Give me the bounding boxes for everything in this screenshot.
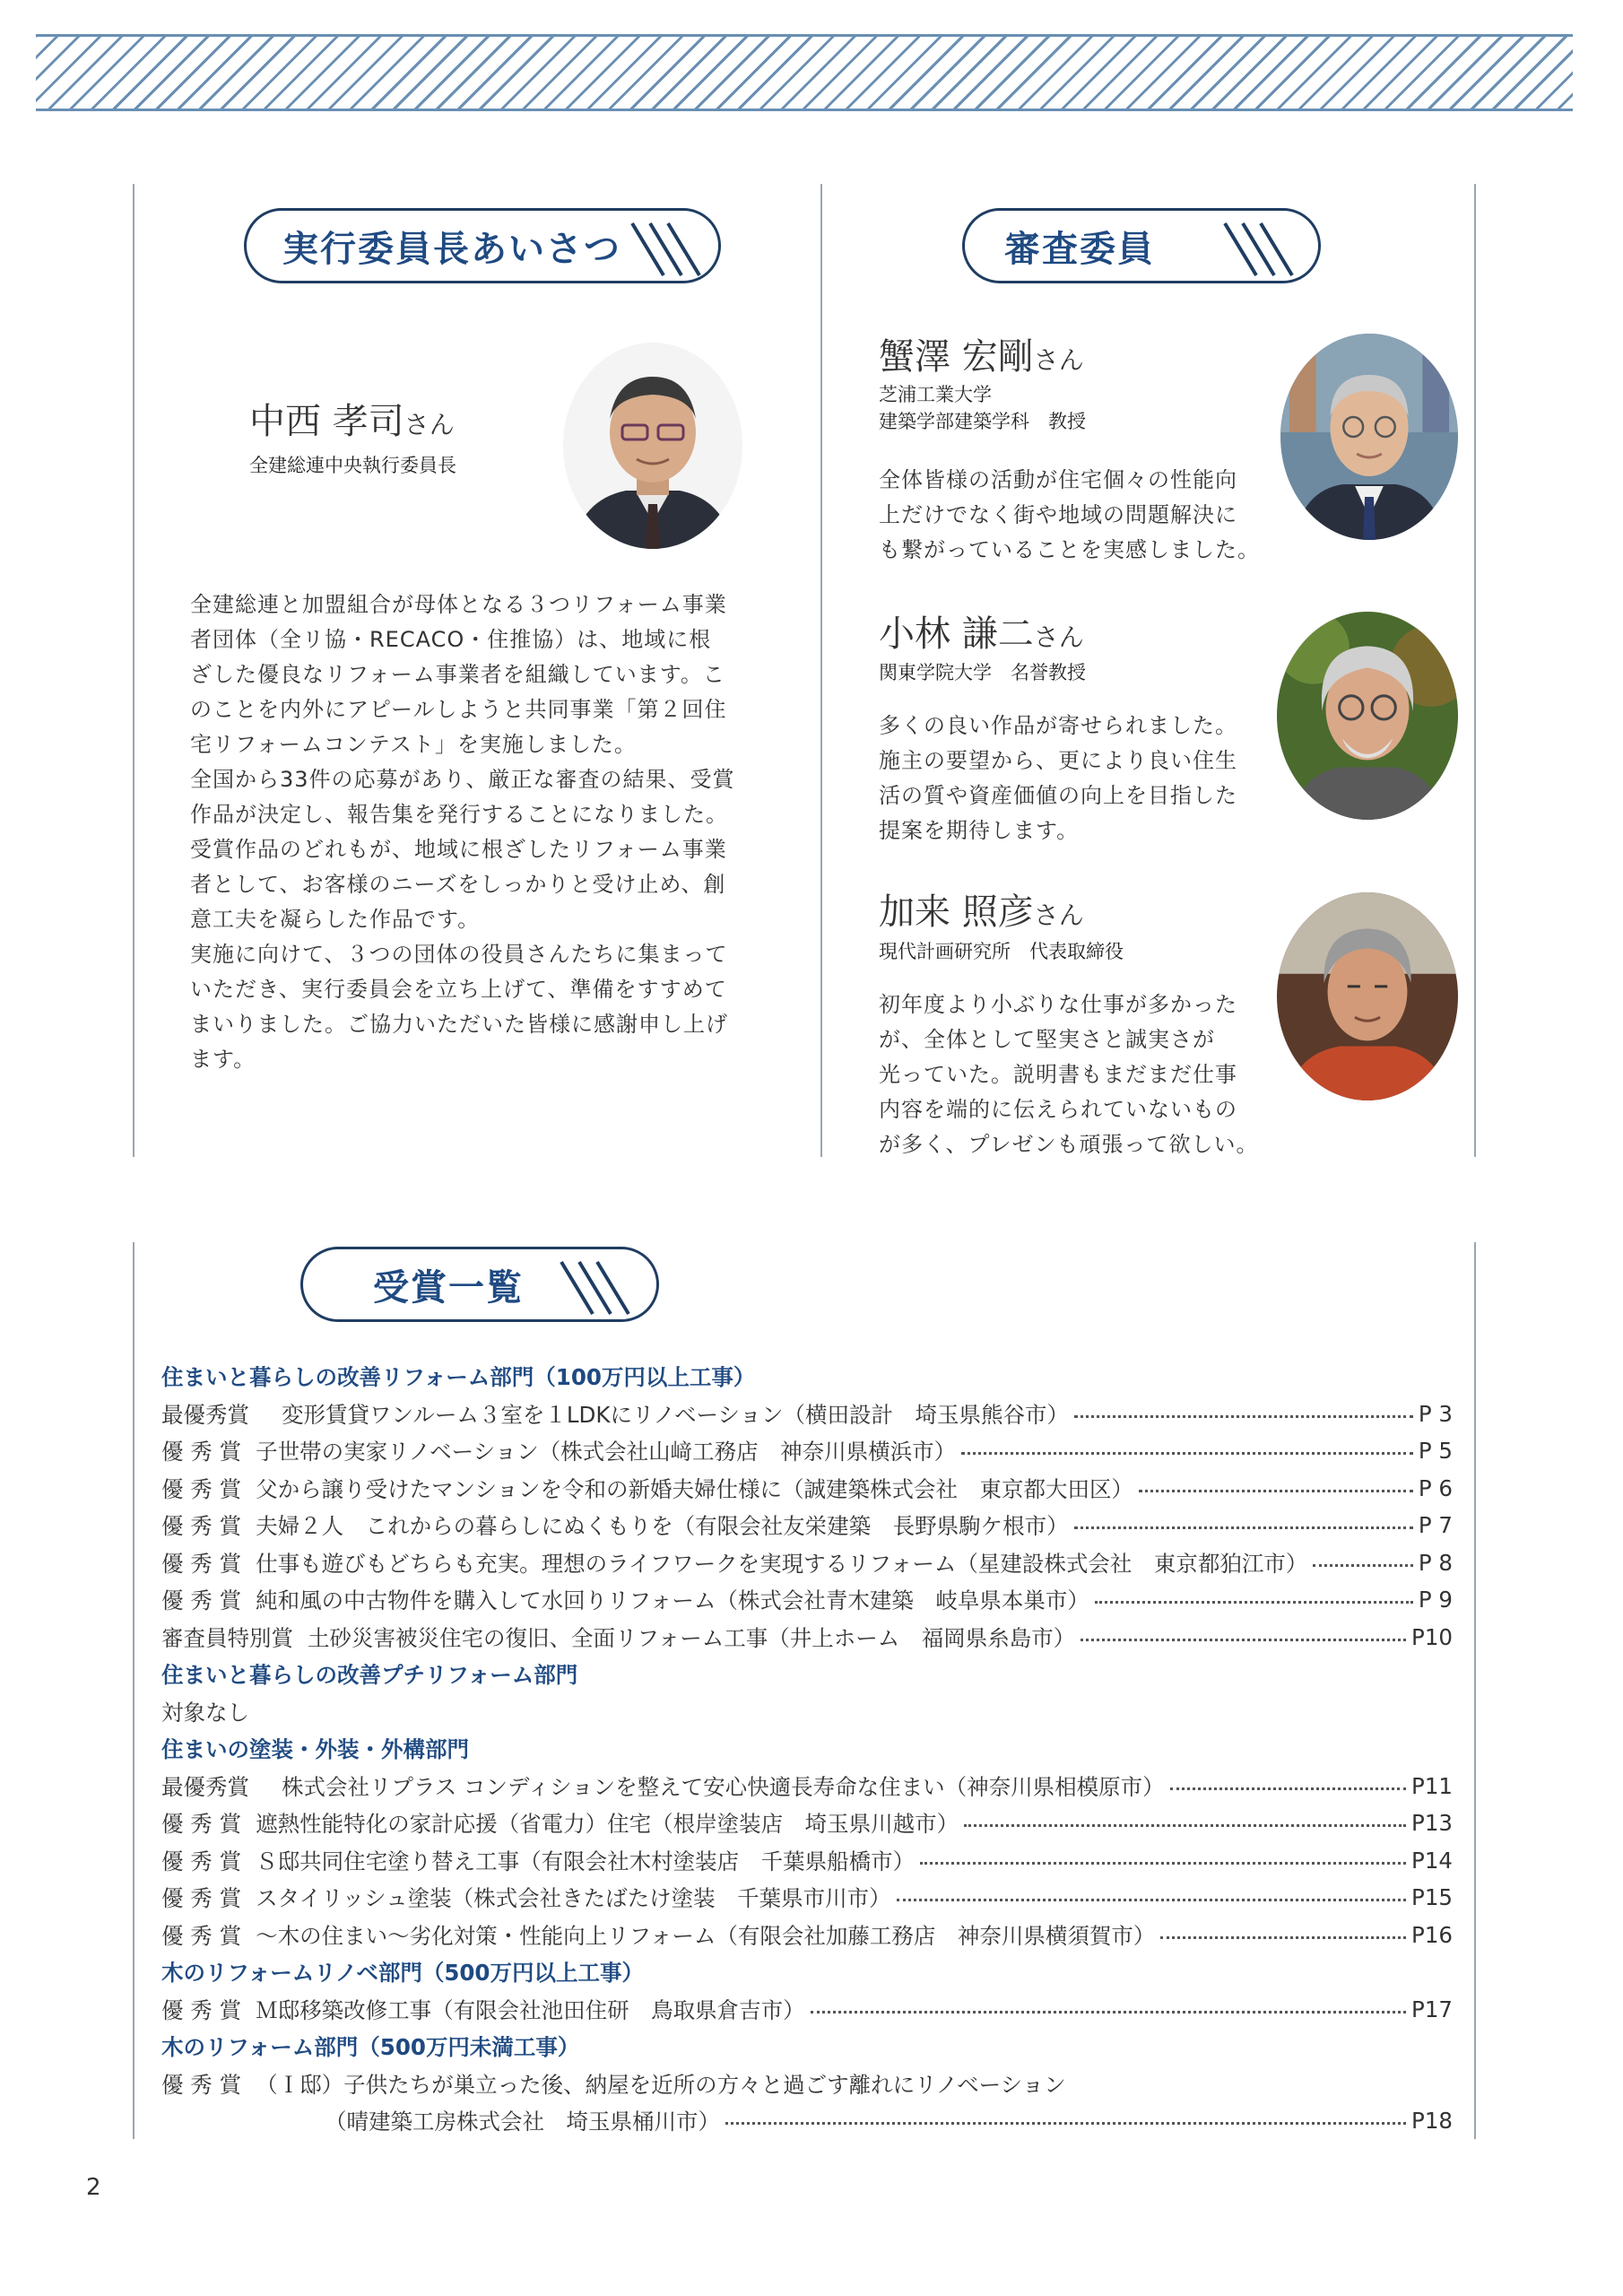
award-category [161,1358,1453,1396]
dot-leader [897,1899,1406,1901]
award-row [161,1842,1453,1880]
judge-name: 加来 照彦さん [879,891,1084,933]
award-category-label: 木のリフォームリノベ部門（500万円以上工事） [161,1960,644,1987]
judge-photo [1277,612,1458,820]
award-page-ref: P 8 [1418,1549,1453,1576]
slash-decoration-icon [1216,204,1315,293]
dot-leader [811,2011,1406,2013]
award-row [161,1619,1453,1657]
award-grade: 審査員特別賞 [161,1624,293,1651]
judge-comment: 全体皆様の活動が住宅個々の性能向 上だけでなく街や地域の問題解決に も繋がっていることを実感しました。 [879,467,1260,562]
judge-photo [1280,334,1458,540]
award-category [161,1656,1453,1693]
award-page-ref: P 6 [1418,1474,1453,1501]
award-category-label: 住まいの塗装・外装・外構部門 [161,1736,469,1763]
award-grade: 優 秀 賞 [161,1922,242,1949]
judge-affiliation: 関東学院大学 名誉教授 [879,662,1086,683]
award-page-ref: P 9 [1418,1587,1453,1613]
award-page-ref: P18 [1411,2108,1453,2135]
award-category [161,1730,1453,1768]
award-grade: 優 秀 賞 [161,1811,242,1838]
award-page-ref: P14 [1411,1847,1453,1874]
award-title: 株式会社リプラス コンディションを整えて安心快適長寿命な住まい（神奈川県相模原市） [282,1773,1165,1800]
award-page-ref: P10 [1411,1623,1453,1650]
judges-heading: 審査委員 [1004,228,1155,270]
award-grade: 優 秀 賞 [161,1475,242,1502]
award-title: 夫婦２人 これからの暮らしにぬくもりを（有限会社友栄建築 長野県駒ケ根市） [256,1513,1069,1540]
award-title: 土砂災害被災住宅の復旧、全面リフォーム工事（井上ホーム 福岡県糸島市） [308,1624,1076,1651]
dot-leader [1081,1639,1406,1641]
greeting-heading-pill [244,208,721,283]
greeting-line: のことを内外にアピールしようと共同事業「第２回住 [190,697,727,722]
award-grade: 優 秀 賞 [161,2071,242,2098]
greeting-line: 意工夫を凝らした作品です。 [190,907,481,932]
award-row [161,1544,1453,1582]
awards-list [161,1358,1453,2140]
award-title: ～木の住まい～劣化対策・性能向上リフォーム（有限会社加藤工務店 神奈川県横須賀市） [256,1922,1156,1949]
slash-decoration-icon [623,204,722,293]
award-category-label: 住まいと暮らしの改善プチリフォーム部門 [161,1662,578,1689]
award-row [161,1879,1453,1917]
award-category-label: 木のリフォーム部門（500万円未満工事） [161,2034,580,2061]
greeting-line: まいりました。ご協力いただいた皆様に感謝申し上げ [190,1012,728,1037]
dot-leader [1160,1936,1406,1939]
greeting-title: 全建総連中央執行委員長 [249,455,456,476]
awards-heading: 受賞一覧 [373,1266,524,1309]
dot-leader [964,1824,1406,1827]
greeting-name: 中西 孝司さん [249,401,455,442]
award-row [161,1396,1453,1433]
award-grade: 最優秀賞 [161,1401,249,1428]
greeting-line: 宅リフォームコンテスト」を実施しました。 [190,732,637,757]
greeting-line: 者として、お客様のニーズをしっかりと受け止め、創 [190,872,726,897]
greeting-line: いただき、実行委員会を立ち上げて、準備をすすめて [190,977,727,1002]
award-grade: 優 秀 賞 [161,1439,242,1465]
dot-leader [1074,1415,1413,1418]
award-grade: 優 秀 賞 [161,1848,242,1874]
divider-left-top [133,184,135,1157]
dot-leader [1074,1526,1413,1529]
award-title: 遮熱性能特化の家計応援（省電力）住宅（根岸塗装店 埼玉県川越市） [256,1811,959,1838]
judge-name: 蟹澤 宏剛さん [879,336,1084,378]
greeting-line: 者団体（全リ協・RECACO・住推協）は、地域に根 [190,627,712,652]
award-row [161,2066,1453,2103]
award-page-ref: P15 [1411,1884,1453,1911]
judge-photo [1277,892,1458,1100]
award-title: Ｍ邸移築改修工事（有限会社池田住研 鳥取県倉吉市） [256,1996,805,2023]
award-row [161,1470,1453,1508]
judge-comment: 初年度より小ぶりな仕事が多かった が、全体として堅実さと誠実さが 光っていた。説明書もまだまだ仕事 内容を端的に伝えられていないもの が多く、プレゼンも頑張って欲しい。 [879,992,1259,1157]
award-note-text: 対象なし [161,1699,249,1726]
award-row [161,1991,1453,2029]
award-title: （晴建築工房株式会社 埼玉県桶川市） [325,2109,720,2135]
greeting-line: ざした優良なリフォーム事業者を組織しています。こ [190,662,725,687]
page-number: 2 [86,2174,101,2201]
judge-affiliation: 芝浦工業大学 建築学部建築学科 教授 [879,384,1086,432]
award-row [161,1507,1453,1544]
chairman-photo [563,343,742,549]
greeting-heading: 実行委員長あいさつ [282,228,621,270]
greeting-line: 全国から33件の応募があり、厳正な審査の結果、受賞 [190,767,735,792]
award-title: （Ｉ邸）子供たちが巣立った後、納屋を近所の方々と過ごす離れにリノベーション [256,2071,1066,2098]
award-grade: 優 秀 賞 [161,1587,242,1614]
greeting-line: 全建総連と加盟組合が母体となる３つリフォーム事業 [190,592,727,617]
award-grade: 優 秀 賞 [161,1996,242,2023]
divider-left-bottom [133,1242,135,2139]
award-category-label: 住まいと暮らしの改善リフォーム部門（100万円以上工事） [161,1364,756,1391]
dot-leader [1170,1787,1406,1790]
award-title: 父から譲り受けたマンションを令和の新婚夫婦仕様に（誠建築株式会社 東京都大田区） [256,1475,1133,1502]
award-title: 仕事も遊びもどちらも充実。理想のライフワークを実現するリフォーム（星建設株式会社 東京都狛江市） [256,1550,1308,1577]
divider-center [820,184,822,1157]
greeting-line: 作品が決定し、報告集を発行することになりました。 [190,802,728,827]
award-grade: 最優秀賞 [161,1773,249,1800]
slash-decoration-icon [552,1242,651,1332]
award-grade: 優 秀 賞 [161,1550,242,1577]
judges-heading-pill [962,208,1321,283]
award-page-ref: P 5 [1418,1438,1453,1465]
award-page-ref: P16 [1411,1921,1453,1948]
divider-right-top [1474,184,1476,1157]
award-page-ref: P11 [1411,1772,1453,1799]
award-title: 変形賃貸ワンルーム３室を１LDKにリノベーション（横田設計 埼玉県熊谷市） [282,1401,1070,1428]
judge-comment: 多くの良い作品が寄せられました。 施主の要望から、更により良い住生 活の質や資産価値の向上を目指した 提案を期待します。 [879,713,1237,843]
award-category [161,1953,1453,1991]
dot-leader [1139,1490,1413,1492]
greeting-line: ます。 [190,1047,256,1072]
judge-name: 小林 謙二さん [879,613,1084,655]
dot-leader [1095,1601,1413,1604]
dot-leader [1313,1564,1412,1567]
judge-affiliation: 現代計画研究所 代表取締役 [879,941,1124,962]
greeting-message [190,587,782,1077]
dot-leader [961,1452,1413,1455]
award-page-ref: P 7 [1418,1512,1453,1539]
awards-heading-pill [300,1247,659,1322]
award-page-ref: P 3 [1418,1400,1453,1427]
award-title: 子世帯の実家リノベーション（株式会社山﨑工務店 神奈川県横浜市） [256,1439,957,1465]
dot-leader [920,1862,1406,1865]
dot-leader [725,2122,1406,2125]
award-title: Ｓ邸共同住宅塗り替え工事（有限会社木村塗装店 千葉県船橋市） [256,1848,916,1874]
award-row [161,1432,1453,1470]
award-grade: 優 秀 賞 [161,1885,242,1912]
award-title: 純和風の中古物件を購入して水回りリフォーム（株式会社青木建築 岐阜県本巣市） [256,1587,1089,1614]
award-row [161,1581,1453,1619]
divider-right-bottom [1474,1242,1476,2139]
greeting-line: 実施に向けて、３つの団体の役員さんたちに集まって [190,942,728,967]
award-row [161,1917,1453,1954]
award-title: スタイリッシュ塗装（株式会社きたばたけ塗装 千葉県市川市） [256,1885,891,1912]
award-page-ref: P17 [1411,1996,1453,2022]
award-grade: 優 秀 賞 [161,1513,242,1540]
award-page-ref: P13 [1411,1810,1453,1837]
award-category [161,2028,1453,2066]
award-row [161,1805,1453,1842]
greeting-line: 受賞作品のどれもが、地域に根ざしたリフォーム事業 [190,837,727,862]
header-hatch-band [36,34,1573,111]
award-none-note [161,1693,1453,1731]
award-row [161,1768,1453,1805]
award-row [161,2102,1453,2140]
